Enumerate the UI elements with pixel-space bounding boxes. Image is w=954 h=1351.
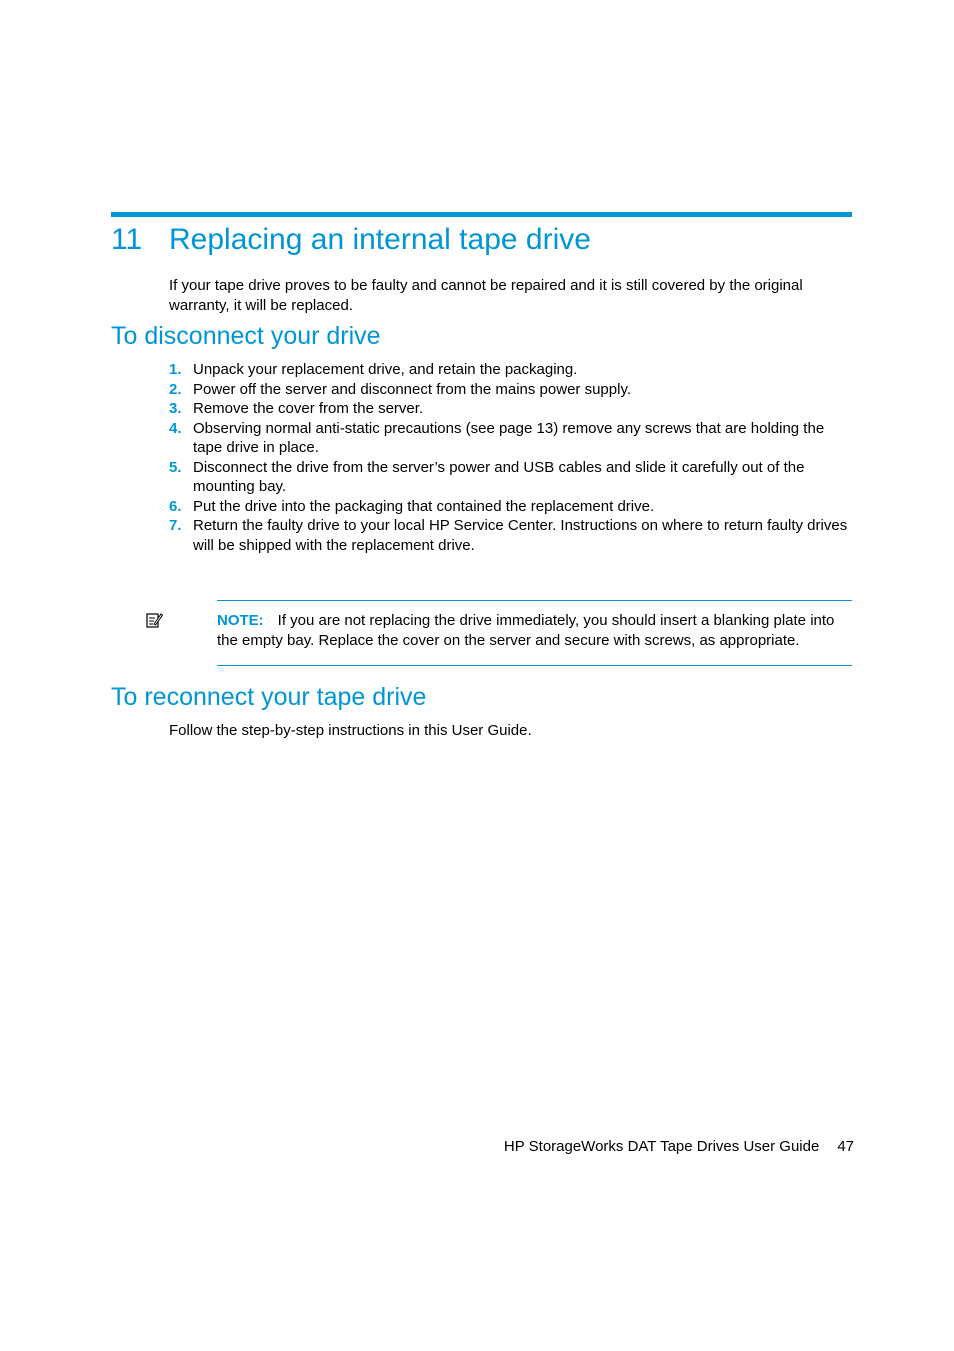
disconnect-steps	[169, 360, 852, 555]
step-item	[169, 399, 852, 419]
chapter-title	[111, 221, 591, 259]
chapter-intro: If your tape drive proves to be faulty and cannot be repaired and it is still covered by the original warranty, it will be replaced.	[169, 277, 803, 314]
step-number: 7.	[169, 517, 182, 534]
step-text: Unpack your replacement drive, and retain the packaging.	[193, 361, 578, 378]
step-text: Power off the server and disconnect from the mains power supply.	[193, 380, 631, 398]
step-text: Return the faulty drive to your local HP Service Center. Instructions on where to return faulty drives will be shipped with the replacement drive.	[193, 517, 848, 554]
step-number: 4.	[169, 419, 182, 437]
chapter-title-text: Replacing an internal tape drive	[169, 223, 591, 256]
footer-guide-title: HP StorageWorks DAT Tape Drives User Guide	[503, 1138, 820, 1155]
step-number: 6.	[169, 497, 182, 515]
step-text: Put the drive into the packaging that contained the replacement drive.	[193, 497, 655, 515]
step-item	[169, 419, 852, 458]
chapter-number: 11	[111, 223, 143, 256]
reconnect-heading: To reconnect your tape drive	[111, 683, 427, 711]
note-label: NOTE:	[217, 612, 264, 629]
page-footer	[504, 1137, 854, 1156]
note-text: If you are not replacing the drive immediately, you should insert a blanking plate into the empty bay. Replace the cover on the server and secure with screws, as appropriate.	[217, 612, 835, 649]
note-box	[217, 600, 852, 666]
step-item	[169, 458, 852, 497]
step-text: Observing normal anti-static precautions (see page 13) remove any screws that are holding the tape drive in place.	[193, 419, 825, 456]
step-text: Remove the cover from the server.	[193, 400, 424, 417]
step-number: 3.	[169, 400, 182, 417]
step-item	[169, 380, 852, 400]
note-content	[217, 611, 852, 650]
disconnect-heading: To disconnect your drive	[111, 322, 381, 350]
step-number: 1.	[169, 361, 182, 378]
step-item	[169, 360, 852, 380]
step-number: 5.	[169, 458, 182, 476]
step-item	[169, 497, 852, 517]
page-number: 47	[837, 1138, 854, 1155]
note-icon	[145, 611, 163, 629]
step-item	[169, 516, 852, 555]
reconnect-text: Follow the step-by-step instructions in this User Guide.	[169, 722, 532, 739]
chapter-rule	[111, 212, 852, 217]
step-text: Disconnect the drive from the server’s power and USB cables and slide it carefully out of the mounting bay.	[193, 458, 805, 495]
step-number: 2.	[169, 380, 182, 398]
